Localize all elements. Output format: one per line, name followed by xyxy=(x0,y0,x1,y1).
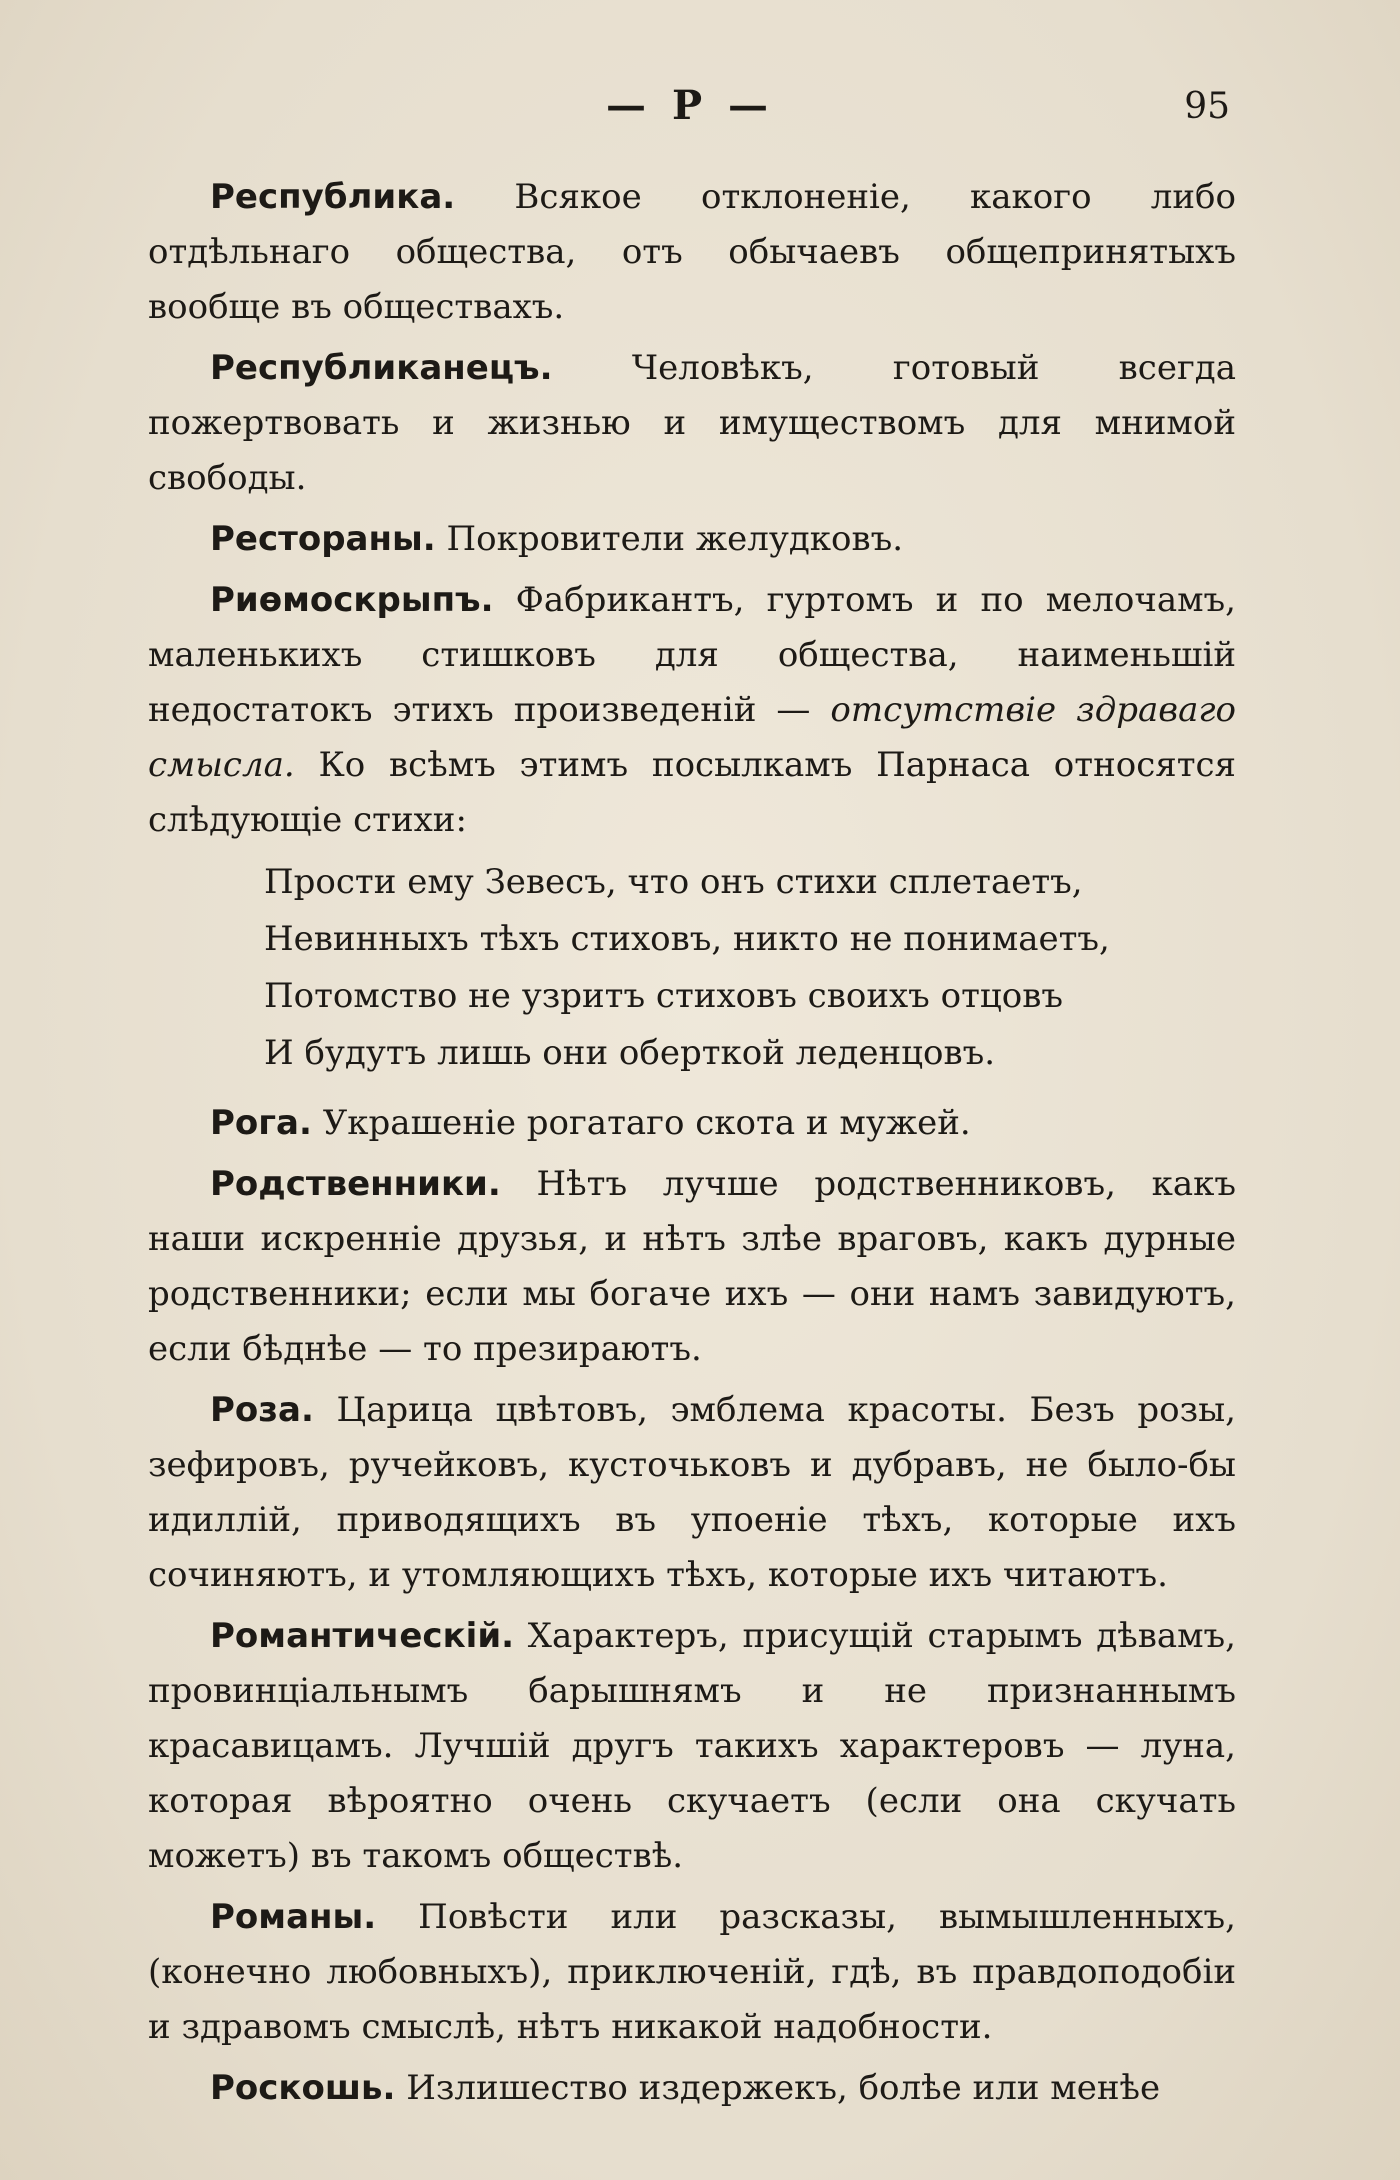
verse-line: Потомство не узритъ стиховъ своихъ отцовъ xyxy=(264,976,1063,1016)
entry-definition: Излишество издержекъ, болѣе или менѣе xyxy=(395,2068,1161,2108)
entry-roga xyxy=(148,1096,1236,1151)
verse-quote xyxy=(264,854,1236,1082)
page-header xyxy=(150,82,1230,142)
entry-term: Романы. xyxy=(210,1897,377,1937)
entry-term: Родственники. xyxy=(210,1164,501,1204)
entry-respublikanets xyxy=(148,341,1236,506)
entry-term: Республиканецъ. xyxy=(210,348,553,388)
entry-definition: Характеръ, присущій старымъ дѣвамъ, провинціальнымъ барышнямъ и не признаннымъ красавицамъ. Лучшій другъ такихъ характеровъ — луна, которая вѣроятно очень скучаетъ (если она скучать можетъ) въ такомъ обществѣ. xyxy=(148,1616,1236,1876)
entry-roza xyxy=(148,1383,1236,1603)
entry-definition: Человѣкъ, готовый всегда пожертвовать и жизнью и имуществомъ для мнимой свободы. xyxy=(148,348,1236,498)
entry-definition: Всякое отклоненіе, какого либо отдѣльнаго общества, отъ обычаевъ общепринятыхъ вообще въ обществахъ. xyxy=(148,177,1236,327)
entry-definition: Украшеніе рогатаго скота и мужей. xyxy=(311,1103,971,1143)
verse-line: И будутъ лишь они оберткой леденцовъ. xyxy=(264,1033,996,1073)
entry-respublika xyxy=(148,170,1236,335)
entry-definition: Царица цвѣтовъ, эмблема красоты. Безъ розы, зефировъ, ручейковъ, кусточьковъ и дубравъ, не было-бы идиллій, приводящихъ въ упоеніе тѣхъ, которые ихъ сочиняютъ, и утомляющихъ тѣхъ, которые ихъ читаютъ. xyxy=(148,1390,1236,1595)
entry-term: Роза. xyxy=(210,1390,314,1430)
entry-definition: Покровители желудковъ. xyxy=(435,519,904,559)
entry-definition-italic: отсутствіе здраваго смысла. xyxy=(148,690,1236,785)
entry-definition: Ко всѣмъ этимъ посылкамъ Парнаса относятся слѣдующіе стихи: xyxy=(148,745,1236,840)
entry-term: Роскошь. xyxy=(210,2068,396,2108)
page-number: 95 xyxy=(1184,86,1230,127)
entry-term: Романтическій. xyxy=(210,1616,515,1656)
verse-line: Невинныхъ тѣхъ стиховъ, никто не понимаетъ, xyxy=(264,919,1110,959)
entry-definition: Фабрикантъ, гуртомъ и по мелочамъ, маленькихъ стишковъ для общества, наименьшій недостатокъ этихъ произведеній — xyxy=(148,580,1236,730)
entry-term: Рога. xyxy=(210,1103,312,1143)
entry-term: Риѳмоскрыпъ. xyxy=(210,580,494,620)
entry-term: Республика. xyxy=(210,177,456,217)
entry-rifmoskryp xyxy=(148,573,1236,848)
entry-definition: Нѣтъ лучше родственниковъ, какъ наши искренніе друзья, и нѣтъ злѣе враговъ, какъ дурные родственники; если мы богаче ихъ — они намъ завидуютъ, если бѣднѣе — то презираютъ. xyxy=(148,1164,1236,1369)
verse-line: Прости ему Зевесъ, что онъ стихи сплетаетъ, xyxy=(264,862,1083,902)
entry-roskosh xyxy=(148,2061,1236,2116)
entry-term: Рестораны. xyxy=(210,519,436,559)
section-letter: — Р — xyxy=(606,82,774,129)
entry-romanticheskiy xyxy=(148,1609,1236,1884)
entry-definition: Повѣсти или разсказы, вымышленныхъ, (конечно любовныхъ), приключеній, гдѣ, въ правдоподобіи и здравомъ смыслѣ, нѣтъ никакой надобности. xyxy=(148,1897,1236,2047)
dictionary-text xyxy=(148,170,1236,2122)
entry-restorany xyxy=(148,512,1236,567)
entry-romany xyxy=(148,1890,1236,2055)
entry-rodstvenniki xyxy=(148,1157,1236,1377)
